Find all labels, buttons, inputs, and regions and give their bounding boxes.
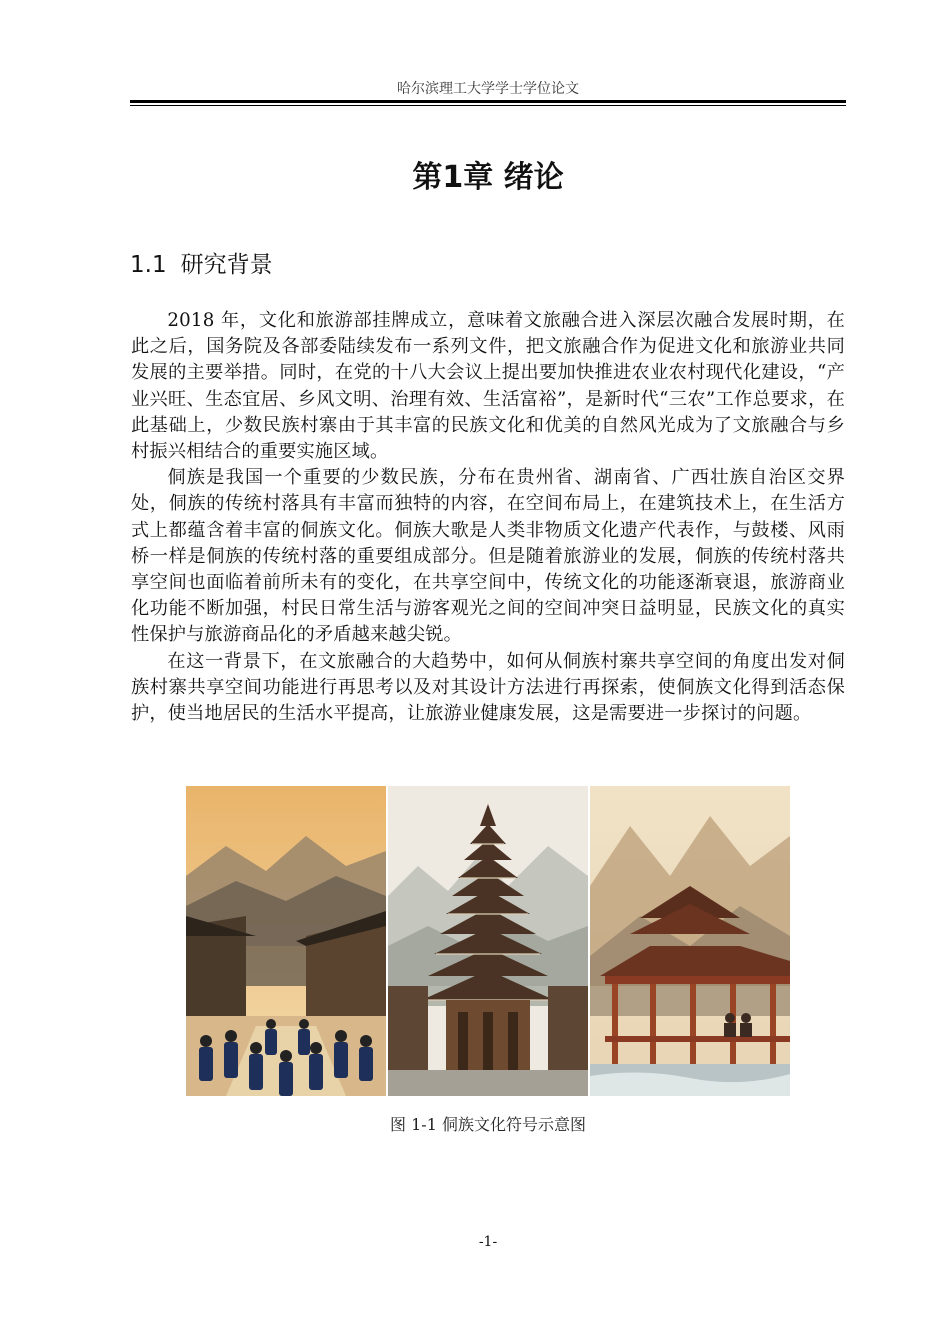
figure-panel-drum-tower: [388, 786, 588, 1096]
figure-panel-village-dance: [186, 786, 386, 1096]
body-text: [131, 308, 845, 727]
wind-rain-bridge-illustration: [590, 786, 790, 1096]
header-rule-thick: [130, 100, 846, 103]
village-dance-illustration: [186, 786, 386, 1096]
header-rule-thin: [130, 105, 846, 106]
section-number: 1.1: [130, 252, 167, 278]
figure-dong-culture: [186, 786, 790, 1096]
page-number: -1-: [478, 1234, 498, 1250]
paragraph: 在这一背景下，在文旅融合的大趋势中，如何从侗族村寨共享空间的角度出发对侗族村寨共享空间功能进行再思考以及对其设计方法进行再探索，使侗族文化得到活态保护，使当地居民的生活水平提高，让旅游业健康发展，这是需要进一步探讨的问题。: [131, 650, 845, 725]
figure-caption: 图 1-1 侗族文化符号示意图: [390, 1115, 586, 1134]
paragraph: 2018 年，文化和旅游部挂牌成立，意味着文旅融合进入深层次融合发展时期，在此之后，国务院及各部委陆续发布一系列文件，把文旅融合作为促进文化和旅游业共同发展的主要举措。同时，在党的十八大会议上提出要加快推进农业农村现代化建设，“产业兴旺、生态宜居、乡风文明、治理有效、生活富裕”，是新时代“三农”工作总要求，在此基础上，少数民族村寨由于其丰富的民族文化和优美的自然风光成为了文旅融合与乡村振兴相结合的重要实施区域。: [131, 310, 845, 463]
running-header: 哈尔滨理工大学学士学位论文: [397, 81, 579, 97]
drum-tower-illustration: [388, 786, 588, 1096]
paragraph: 侗族是我国一个重要的少数民族，分布在贵州省、湖南省、广西壮族自治区交界处，侗族的传统村落具有丰富而独特的内容，在空间布局上，在建筑技术上，在生活方式上都蕴含着丰富的侗族文化。侗族大歌是人类非物质文化遗产代表作，与鼓楼、风雨桥一样是侗族的传统村落的重要组成部分。但是随着旅游业的发展，侗族的传统村落共享空间也面临着前所未有的变化，在共享空间中，传统文化的功能逐渐衰退，旅游商业化功能不断加强，村民日常生活与游客观光之间的空间冲突日益明显，民族文化的真实性保护与旅游商品化的矛盾越来越尖锐。: [131, 467, 845, 646]
chapter-title: 第1章 绪论: [412, 160, 564, 195]
figure-panel-wind-rain-bridge: [590, 786, 790, 1096]
section-heading: [130, 246, 273, 279]
section-title: 研究背景: [180, 252, 273, 278]
